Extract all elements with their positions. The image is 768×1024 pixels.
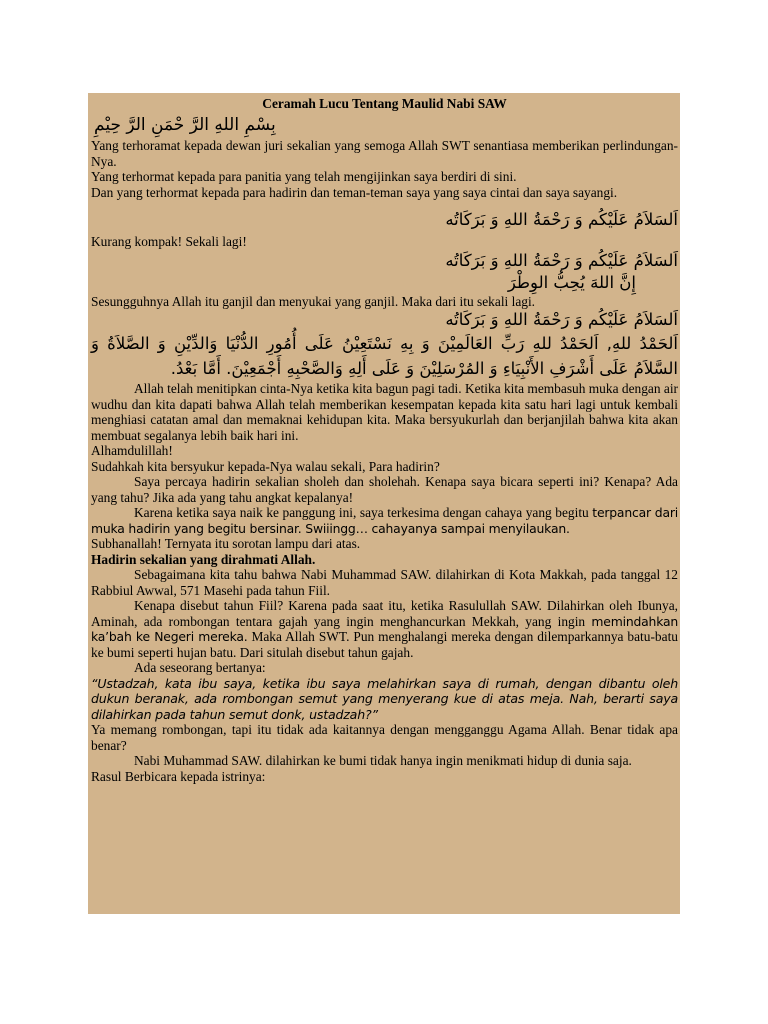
kaabah-text: memindahkan ka’bah ke Negeri mereka. (91, 613, 678, 644)
alhamdulillah-text: Alhamdulillah! (91, 443, 173, 458)
paragraph-answer: Ya memang rombongan, tapi itu tidak ada kaitannya dengan mengganggu Agama Allah. Benar tidak apa benar? (91, 722, 678, 753)
salam-text-1: اَلسَلاَمُ عَلَيْكُم وَ رَحْمَةُ اللهِ وَ بَرَكَاتُه (445, 210, 678, 229)
odd-number-text: Sesungguhnya Allah itu ganjil dan menyukai yang ganjil. Maka dari itu sekali lagi. (91, 293, 536, 309)
elephant-text-2: Maka Allah SWT. Pun menghalangi mereka dengan dilemparkannya batu-batu ke bumi seperti hujan batu. Dari situlah disebut tahun gajah. (91, 629, 678, 660)
ant-question-quote: “Ustadzah, kata ibu saya, ketika ibu saya melahirkan saya di rumah, dengan dibantu oleh dukun beranak, ada rombongan semut yang menyerang kue di atas meja. Nah, berarti saya dilahirkan pada tahun semut donk, ustadzah?” (91, 675, 678, 722)
salam-text-2: اَلسَلاَمُ عَلَيْكُم وَ رَحْمَةُ اللهِ وَ بَرَكَاتُه (445, 250, 678, 270)
greeting-committee: Yang terhormat kepada para panitia yang telah mengijinkan saya berdiri di sini. (91, 169, 517, 184)
greeting-jury: Yang terhoramat kepada dewan juri sekalian yang semoga Allah SWT senantiasa memberikan perlindungan-Nya. (91, 138, 678, 169)
paragraph-morning: Allah telah menitipkan cinta-Nya ketika kita bagun pagi tadi. Ketika kita membasuh muka dengan air wudhu dan kita dapati bahwa Allah telah memberikan kesempatan kepada kita satu hari lagi untuk kembali menghiasi catatan amal dan memaknai kehidupan kita. Maka bersyukurlah dan berjanjilah bahwa kita akan membuat segalanya lebih baik hari ini. (91, 381, 679, 443)
paragraph-elephant (91, 598, 678, 660)
paragraph-purpose: Nabi Muhammad SAW. dilahirkan ke bumi tidak hanya ingin menikmati hidup di dunia saja. (134, 753, 632, 768)
paragraph-stage (91, 505, 678, 536)
paragraph-sholeh: Saya percaya hadirin sekalian sholeh dan sholehah. Kenapa saya bicara seperti ini? Kenapa? Ada yang tahu? Jika ada yang tahu angkat kepalanya! (91, 474, 678, 505)
hadith-text: إِنَّ اللهَ يُحِبُّ الوِطْرَ (507, 272, 636, 292)
paragraph-birth: Sebagaimana kita tahu bahwa Nabi Muhammad SAW. dilahirkan di Kota Makkah, pada tanggal 12 Rabbiul Awwal, 571 Masehi pada tahun Fiil. (91, 567, 678, 598)
basmalah-text: بِسْمِ اللهِ الرَّ حْمَنِ الرَّ حِيْمِ (94, 115, 276, 135)
salam-text-3: اَلسَلاَمُ عَلَيْكُم وَ رَحْمَةُ اللهِ وَ بَرَكَاتُه (445, 310, 678, 329)
stage-text: Karena ketika saya naik ke panggung ini, saya terkesima dengan cahaya yang begitu (134, 505, 593, 520)
document-title: Ceramah Lucu Tentang Maulid Nabi SAW (262, 96, 507, 111)
question-intro: Ada seseorang bertanya: (134, 660, 266, 675)
shining-text: terpancar dari muka hadirin yang begitu bersinar. Swiiingg… cahayanya sampai menyilaukan. (91, 505, 678, 536)
greeting-audience: Dan yang terhormat kepada para hadirin dan teman-teman saya yang saya cintai dan saya sayangi. (91, 184, 618, 200)
rasul-speaks-text: Rasul Berbicara kepada istrinya: (91, 768, 266, 784)
section-heading: Hadirin sekalian yang dirahmati Allah. (91, 551, 316, 567)
hamdalah-text: اَلحَمْدُ للهِ, اَلحَمْدُ للهِ رَبِّ العَالَمِيْنَ وَ بِهِ نَسْتَعِيْنُ عَلَى أُمُورِ الدُّنْيَا وَالدِّيْنِ وَ الصَّلاَةُ وَ السَّلاَمُ عَلَى أَشْرَفِ الأَنْبِيَاءِ وَ المُرْسَلِيْنَ وَ عَلَى أَلِهِ وَالصَّحْبِهِ أَجْمَعِيْنَ. أَمَّا بَعْدُ. (91, 334, 678, 378)
spotlight-text: Subhanallah! Ternyata itu sorotan lampu dari atas. (91, 536, 361, 551)
elephant-text-1: Kenapa disebut tahun Fiil? Karena pada saat itu, ketika Rasulullah SAW. Dilahirkan oleh Ibunya, Aminah, ada rombongan tentara gajah yang ingin menghancurkan Mekkah, yang ingin (91, 598, 678, 629)
grateful-question: Sudahkah kita bersyukur kepada-Nya walau sekali, Para hadirin? (91, 458, 440, 474)
document-page (88, 93, 680, 914)
not-together-text: Kurang kompak! Sekali lagi! (91, 234, 247, 249)
